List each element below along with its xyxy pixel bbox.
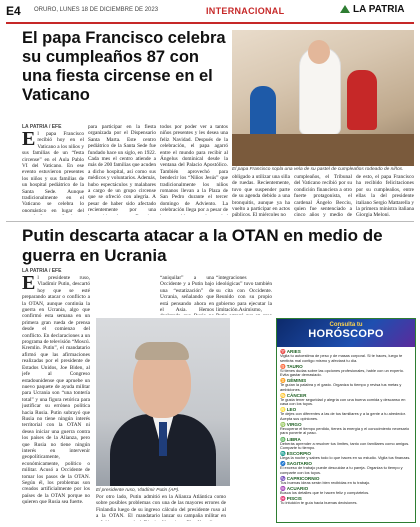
story2-photo-caption: El presidente ruso, Vladímir Putin (AP). [96,488,180,493]
drop-cap: E [22,131,36,150]
zodiac-icon: ♍ [280,421,286,427]
photo-figure [159,422,167,456]
section-title: INTERNACIONAL [206,6,285,16]
sign-label: ACUARIO [286,485,309,491]
photo-figure [250,86,276,140]
pope-photo [232,30,414,166]
sign-text: Si tienes dudas sobre las opciones profesionales, hable con un experto. Evita gastar demasiado. [280,367,404,378]
zodiac-icon: ♈ [280,349,286,354]
horoscope-header [277,319,415,347]
story2-headline: Putin descarta atacar a la OTAN en medio de guerra en Ucrania [22,226,383,265]
story1-col4-text: obligado a utilizar una silla de ruedas. Recientemente, tuvo que suspender parte de su agenda debido a una bronquitis, aunque ya ha vuelto a participar en actos públicos. El miércoles no [232,174,290,218]
story1-col1-text: l papa Francisco recibió hoy en el Vaticano a los niños y sus familias de un “festa circense” en el Aula Pablo VI del Vaticano. En ese evento estuvieron presentes los niños y sus familias de un hospital pediátrico de la Santa Sede. Aunque tradicionalmente en el Vaticano se celebra lo onomástico en lugar del [22,131,84,214]
zodiac-icon: ♎ [280,436,286,442]
horoscope-box [276,318,416,523]
photo-figure [135,342,189,360]
story1-byline: LA PATRIA / EFE [22,124,62,130]
horoscope-sign-virgo [280,422,412,436]
sign-text: Tus buenas ideas serán bien recibidas en tu trabajo. [280,479,371,485]
logo-icon [340,5,350,13]
sign-text: Tu intuición te guía hacia buenas decisiones. [280,500,358,506]
horoscope-sign-piscis [280,496,412,506]
story1-photo-caption: El papa Francisco sopla una vela de su pastel de cumpleaños rodeado de niños. [232,167,404,172]
sign-label: PISCIS [286,496,302,502]
sign-text: Te gusta tener seguridad y alegría con una buena comida y descanso en casa con los tuyos. [280,396,406,407]
sign-label: SAGITARIO [286,461,312,467]
horoscope-title-small: Consulta tu [329,322,363,328]
logo-text: LA PATRIA [353,4,405,15]
horoscope-sign-capricornio [280,476,412,486]
story2-byline: LA PATRIA / EFE [22,268,62,274]
sign-text: Busca los detalles que te hacen feliz y compártelos. [280,489,370,495]
zodiac-icon: ♉ [280,363,286,369]
zodiac-icon: ♑ [280,475,286,481]
sign-label: GÉMINIS [286,378,307,384]
zodiac-icon: ♐ [280,461,286,467]
horoscope-sign-leo [280,407,412,421]
photo-figure [308,40,330,64]
zodiac-icon: ♏ [280,451,286,457]
putin-photo [96,318,230,486]
zodiac-icon: ♒ [280,485,286,491]
story2-col3-text: en la Alianza Atlántica como una de las mayores errores de cálculo del presidente ruso al lanzar su campaña militar en [162,494,226,520]
zodiac-icon: ♓ [280,496,286,502]
story1-col5-text: cumpleaños, el Tribunal del Vaticano recibió por su condición financiera a otro fuerte protagonista, el cardenal Ángelo Becciu, quien fue sentenciado a cinco años y medio de [294,174,352,218]
sign-text: Llega la noche y sabes todo lo que haces en su estudio. Vigila tus finanzas. [280,455,411,461]
zodiac-icon: ♊ [280,378,286,384]
horoscope-sign-tauro [280,364,412,378]
story1-col6-text: de esto, el papa Francisco ha recibido felicitaciones por su cumpleaños, entre ellas la del presidente italiano Sergio Mattarella y la primera ministra italiana Giorgia Meloni. [356,174,414,218]
page-number: E4 [6,4,21,18]
story2-column-2 [96,494,160,521]
story1-col2-text: para participar en la fiesta organizada por el Dispensario Santa Marta. Este centro pediátrico de la Santa Sede fue fundado hace un siglo, en 1922. Cada mes el centro atiende a más de 200 familias que acuden a dicho hospital, así como sus médicos y voluntarios. Además, hubo espectáculos y malabares a cargo de un grupo circense que se ofreció con alegría. A pesar de haber sido afectado recientemente por una [88,124,156,214]
sign-label: ESCORPIO [286,451,311,457]
sign-label: CÁNCER [286,392,307,398]
horoscope-sign-acuario [280,486,412,496]
sign-text: Vigila tu autoestima de peso y de masas corporal. Si te haces, luego te sentirás mal contigo mismo y afectará tu día. [280,353,403,363]
sign-label: ARIES [286,349,301,354]
story1-column-6 [356,174,414,218]
horoscope-list [280,349,412,506]
horoscope-sign-cáncer [280,393,412,407]
sign-text: Recuperar el tiempo perdido, tienes la energía y el conocimiento necesario para ponerte al paso. [280,425,410,436]
horoscope-sign-libra [280,437,412,451]
story1-headline: El papa Francisco celebra su cumpleaños 87 con una fiesta circense en el Vaticano [22,29,226,104]
newspaper-logo [340,4,404,15]
sign-label: VIRGO [286,421,302,427]
sign-label: CAPRICORNIO [286,475,320,481]
horoscope-sign-sagitario [280,461,412,475]
photo-table [232,134,414,166]
sign-text: Deberás aprender a resolver tus límites, tanto con familiares como amigos. Comparte tu tiempo. [280,440,410,451]
story2-col5-text: “integraciones ideológicas” tuvo también su cita con Occidente. Reunido con su propio gobierno para ejecutar la limitación.Asimismo, [216,275,272,314]
story1-col3-text: todos por poder ver a tantos niños presentes y les desea una feliz Navidad. Después de la celebración, el papa agarró entre el mundo para recibir al Ángelus dominical desde la ventana del Palacio Apostólico. También aprovechó para bendecir los “Niños Jesús” que tradicionalmente los niños romanos llevan a la Plaza de San Pedro durante el tercer domingo de Adviento. La celebración llega por a pesar de [160,124,228,214]
sign-text: Te dejes con diferentes a las de tus familiares y a la gente a tu alrededor. Acepta sus opiniones. [280,411,406,421]
story2-column-5 [216,275,272,315]
horoscope-sign-escorpio [280,451,412,461]
zodiac-icon: ♋ [280,392,286,398]
story2-column-1 [22,275,90,520]
photo-figure [347,70,377,130]
story2-col1-text: l presidente ruso, Vladímir Putin, descartó hoy que se esté preparando atacar o conflicto a la OTAN, aunque continúa la guerra en Ucrania, algo que confirmó esta semana en un primera gran rueda de prensa desde el comienzo del conflicto. En declaraciones a un programa de televisión “Moscú. Kremlin. Putin”, el mandatario afirmó que las afirmaciones realizadas por el presidente de Estados Unidos, Joe Biden, al jefe al Congreso estadounidense que apruebe un nuevo paquete de ayuda militar para Ucrania son “una tontería total” y una figura retórica para justificar su errónea política hacia Rusia. Putin subrayó que Rusia no tiene ningún interés territorial con la OTAN ni desea iniciar una guerra contra los países de la Alianza, pero que Rusia no tiene ningún interés en intervenir geopolíticamente, económicamente, político o militar. Acusó a Occidente de tomar los pasos de la OTAN. Según él, los problemas son creados artificialmente por los países de la OTAN porque no quieren que Rusia sea fuerte. [22,275,90,506]
story1-column-1 [22,131,84,215]
story1-column-4 [232,174,290,218]
story2-col4-text: “aniquilar” a una Occidente y a Putin bajo una “estatización” de Ucrania, señalando que está pensando ahora en el Asia. Hemos [160,275,214,314]
story2-column-4 [160,275,214,315]
sign-text: El exceso de trabajo puede descuidar a tu pareja. Organiza tu tiempo y comparte con los tuyos. [280,465,403,475]
sign-label: LIBRA [286,436,301,442]
story1-column-5 [294,174,352,218]
story2-col2-text: Por otro lado, Putin admitió sobre posibles problemas con Finlandia luego de su ingreso a la OTAN. El mandatario [96,494,160,520]
horoscope-sign-géminis [280,378,412,392]
page-header [6,4,414,24]
story2-column-3 [162,494,226,521]
story1-column-2 [88,124,156,215]
horoscope-title: HORÓSCOPO [308,328,384,340]
zodiac-icon: ♌ [280,407,286,413]
sign-text: Te guían la palabra y el gasto. Organiza tu tiempo y revisa tus metas y ambiciones. [280,382,402,392]
dateline: ORURO, LUNES 18 DE DICIEMBRE DE 2023 [34,7,159,13]
horoscope-sign-aries [280,349,412,363]
story1-column-3 [160,124,228,215]
drop-cap: E [22,275,36,294]
sign-label: TAURO [286,363,303,369]
section-divider [6,221,414,222]
sign-label: LEO [286,407,297,413]
